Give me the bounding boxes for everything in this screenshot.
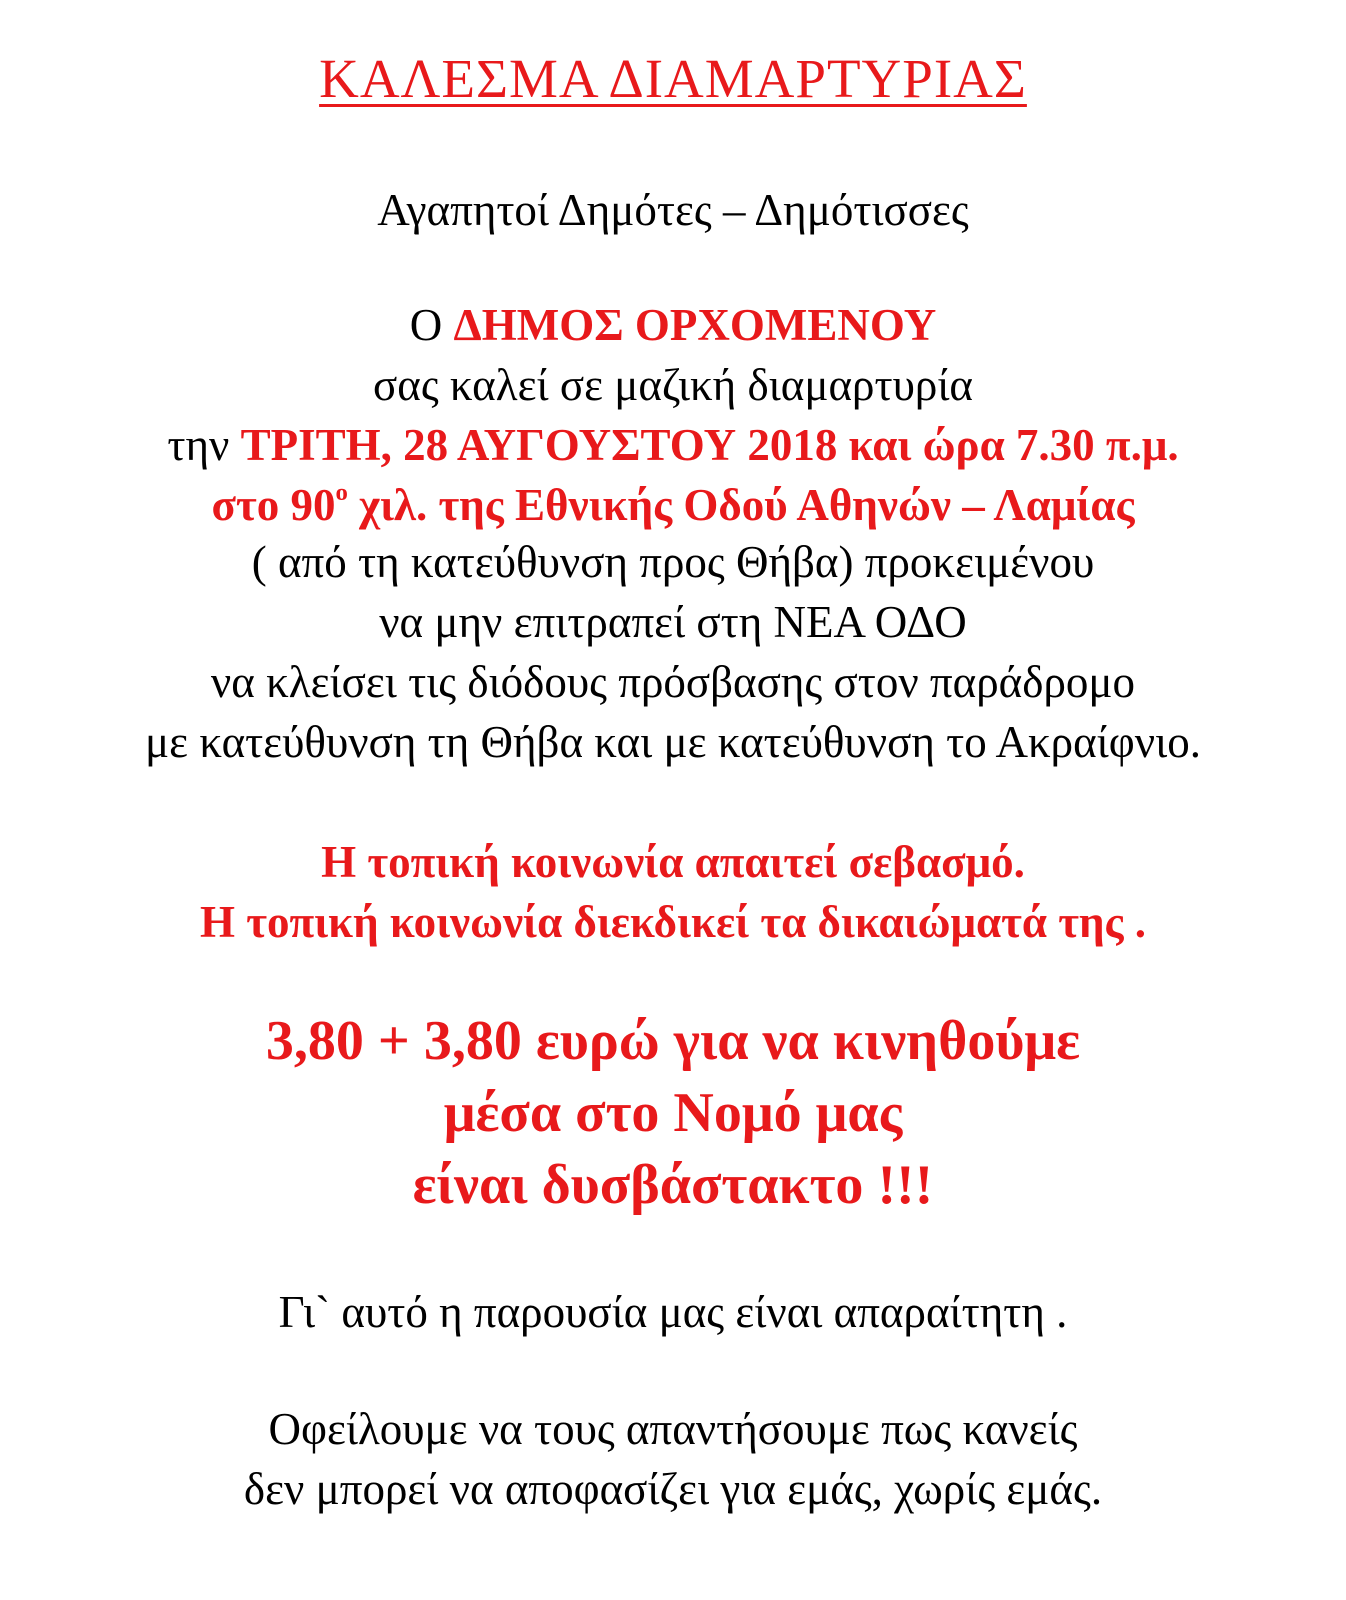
location-km: στο 90 <box>211 480 336 530</box>
toll-line-1: 3,80 + 3,80 ευρώ για να κινηθούμε <box>265 1010 1081 1072</box>
purpose-line-3: με κατεύθυνση τη Θήβα και με κατεύθυνση το Ακραίφνιο. <box>145 717 1201 767</box>
closing-line-1: Οφείλουμε να τους απαντήσουμε πως κανείς <box>268 1404 1078 1454</box>
location-road: χιλ. της Εθνικής Οδού Αθηνών – Λαμίας <box>347 480 1135 530</box>
flyer-title: ΚΑΛΕΣΜΑ ΔΙΑΜΑΡΤΥΡΙΑΣ <box>319 48 1027 109</box>
slogan-line-1: Η τοπική κοινωνία απαιτεί σεβασμό. <box>321 837 1025 887</box>
date-time: ΤΡΙΤΗ, 28 ΑΥΓΟΥΣΤΟΥ 2018 και ώρα 7.30 π.μ. <box>240 420 1179 470</box>
slogan-line-2: Η τοπική κοινωνία διεκδικεί τα δικαιώματά της . <box>200 897 1146 947</box>
closing-line-2: δεν μπορεί να αποφασίζει για εμάς, χωρίς εμάς. <box>243 1464 1103 1514</box>
presence-line: Γι` αυτό η παρουσία μας είναι απαραίτητη . <box>278 1287 1068 1337</box>
toll-line-3: είναι δυσβάστακτο !!! <box>412 1154 934 1216</box>
location-line <box>0 479 1346 530</box>
purpose-line-2: να κλείσει τις διόδους πρόσβασης στον παράδρομο <box>210 657 1136 707</box>
invite-line: σας καλεί σε μαζική διαμαρτυρία <box>372 360 974 410</box>
date-prefix: την <box>167 420 241 470</box>
date-line <box>0 420 1346 470</box>
toll-line-2: μέσα στο Νομό μας <box>443 1082 903 1144</box>
municipality-name: ΔΗΜΟΣ ΟΡΧΟΜΕΝΟΥ <box>453 300 937 350</box>
purpose-line-1: να μην επιτραπεί στη ΝΕΑ ΟΔΟ <box>379 597 967 647</box>
greeting: Αγαπητοί Δημότες – Δημότισσες <box>377 185 969 235</box>
municipality-line <box>0 300 1346 350</box>
location-ordinal: ο <box>335 479 348 507</box>
direction-line: ( από τη κατεύθυνση προς Θήβα) προκειμένου <box>251 537 1095 587</box>
municipality-prefix: Ο <box>409 300 454 350</box>
